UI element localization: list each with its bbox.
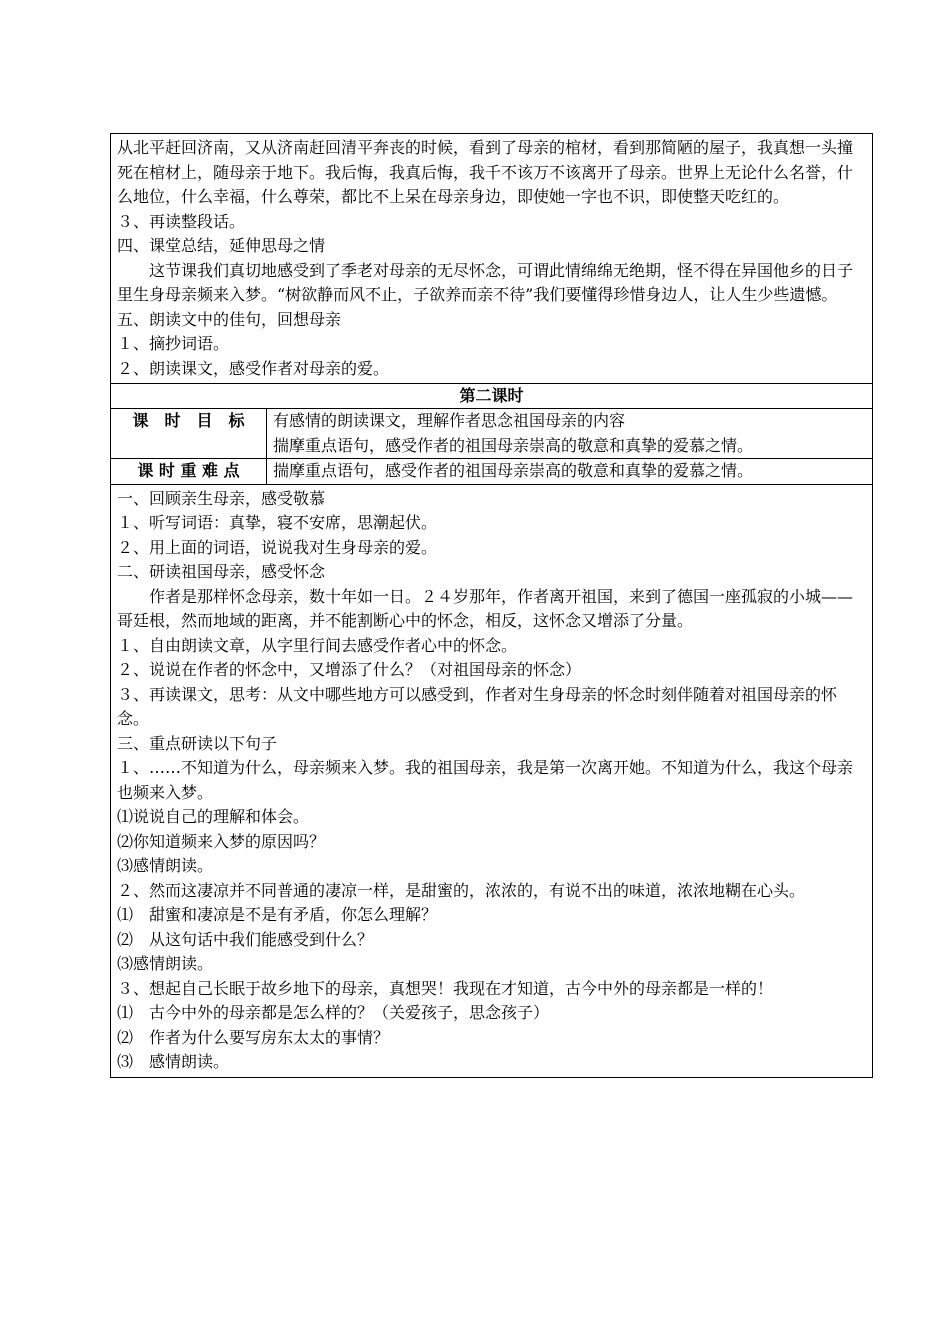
objective-item: 有感情的朗读课文，理解作者思念祖国母亲的内容 — [273, 411, 626, 430]
paragraph: ⑵ 从这句话中我们能感受到什么？ — [117, 929, 374, 949]
lesson2-title: 第二课时 — [111, 384, 873, 409]
paragraph: ⑴ 古今中外的母亲都是怎么样的？（关爱孩子，思念孩子） — [117, 1003, 550, 1022]
paragraph: 从北平赶回济南，又从济南赶回清平奔丧的时候，看到了母亲的棺材，看到那简陋的屋子，我真想一头撞死在棺材上，随母亲于地下。我后悔，我真后悔，我千不该万不该离开了母亲。世界上无论什么名誉，什么地位，什么幸福，什么尊荣，都比不上呆在母亲身边，即使她一字也不识，即使整天吃红的。 — [117, 138, 854, 206]
paragraph: １、自由朗读文章，从字里行间去感受作者心中的怀念。 — [117, 635, 518, 655]
paragraph: ⑵ 作者为什么要写房东太太的事情？ — [117, 1027, 390, 1047]
objectives-label: 课 时 目 标 — [111, 409, 267, 459]
paragraph: ３、想起自己长眠于故乡地下的母亲，真想哭！我现在才知道，古今中外的母亲都是一样的！ — [117, 978, 774, 998]
paragraph: 二、研读祖国母亲，感受怀念 — [117, 562, 326, 581]
paragraph: ⑶ 感情朗读。 — [117, 1052, 230, 1071]
section2-cell — [111, 484, 873, 1077]
difficulty-label: 课 时 重 难 点 — [111, 459, 267, 485]
paragraph: ⑶感情朗读。 — [117, 856, 214, 875]
paragraph: ３、再读整段话。 — [117, 211, 246, 231]
paragraph: ⑶感情朗读。 — [117, 954, 214, 973]
lesson-plan-table — [110, 133, 873, 1078]
paragraph: １、……不知道为什么，母亲频来入梦。我的祖国母亲，我是第一次离开她。不知道为什么，我这个母亲也频来入梦。 — [117, 758, 854, 802]
paragraph: ⑴说说自己的理解和体会。 — [117, 807, 310, 826]
section1-cell — [111, 134, 873, 384]
difficulty-cell: 揣摩重点语句，感受作者的祖国母亲崇高的敬意和真挚的爱慕之情。 — [267, 459, 873, 485]
paragraph: ２、朗读课文，感受作者对母亲的爱。 — [117, 358, 390, 378]
paragraph: ２、说说在作者的怀念中，又增添了什么？（对祖国母亲的怀念） — [117, 660, 582, 679]
paragraph: 这节课我们真切地感受到了季老对母亲的无尽怀念，可谓此情绵绵无绝期，怪不得在异国他乡的日子里生身母亲频来入梦。“树欲静而风不止，子欲养而亲不待”我们要懂得珍惜身边人，让人生少些遗憾。 — [117, 260, 854, 304]
paragraph: １、听写词语：真挚，寝不安席，思潮起伏。 — [117, 513, 438, 532]
paragraph: １、摘抄词语。 — [117, 334, 230, 353]
paragraph: ⑵你知道频来入梦的原因吗？ — [117, 831, 326, 851]
objectives-cell — [267, 409, 873, 459]
objectives-row — [111, 409, 873, 459]
paragraph: 五、朗读文中的佳句，回想母亲 — [117, 309, 342, 329]
paragraph: 一、回顾亲生母亲，感受敬慕 — [117, 488, 326, 508]
difficulty-row — [111, 459, 873, 485]
paragraph: 作者是那样怀念母亲，数十年如一日。２４岁那年，作者离开祖国，来到了德国一座孤寂的小城——哥廷根，然而地域的距离，并不能割断心中的怀念，相反，这怀念又增添了分量。 — [117, 586, 854, 630]
section2-row — [111, 484, 873, 1077]
paragraph: ２、然而这凄凉并不同普通的凄凉一样，是甜蜜的，浓浓的，有说不出的味道，浓浓地糊在心头。 — [117, 880, 806, 900]
paragraph: ⑴ 甜蜜和凄凉是不是有矛盾，你怎么理解？ — [117, 905, 438, 924]
lesson2-title-row — [111, 384, 873, 409]
paragraph: 四、课堂总结，延伸思母之情 — [117, 236, 326, 255]
objective-item: 揣摩重点语句，感受作者的祖国母亲崇高的敬意和真挚的爱慕之情。 — [273, 435, 754, 455]
paragraph: 三、重点研读以下句子 — [117, 733, 278, 753]
section1-row — [111, 134, 873, 384]
paragraph: ２、用上面的词语，说说我对生身母亲的爱。 — [117, 537, 438, 557]
paragraph: ３、再读课文，思考：从文中哪些地方可以感受到，作者对生身母亲的怀念时刻伴随着对祖国母亲的怀念。 — [117, 684, 838, 728]
